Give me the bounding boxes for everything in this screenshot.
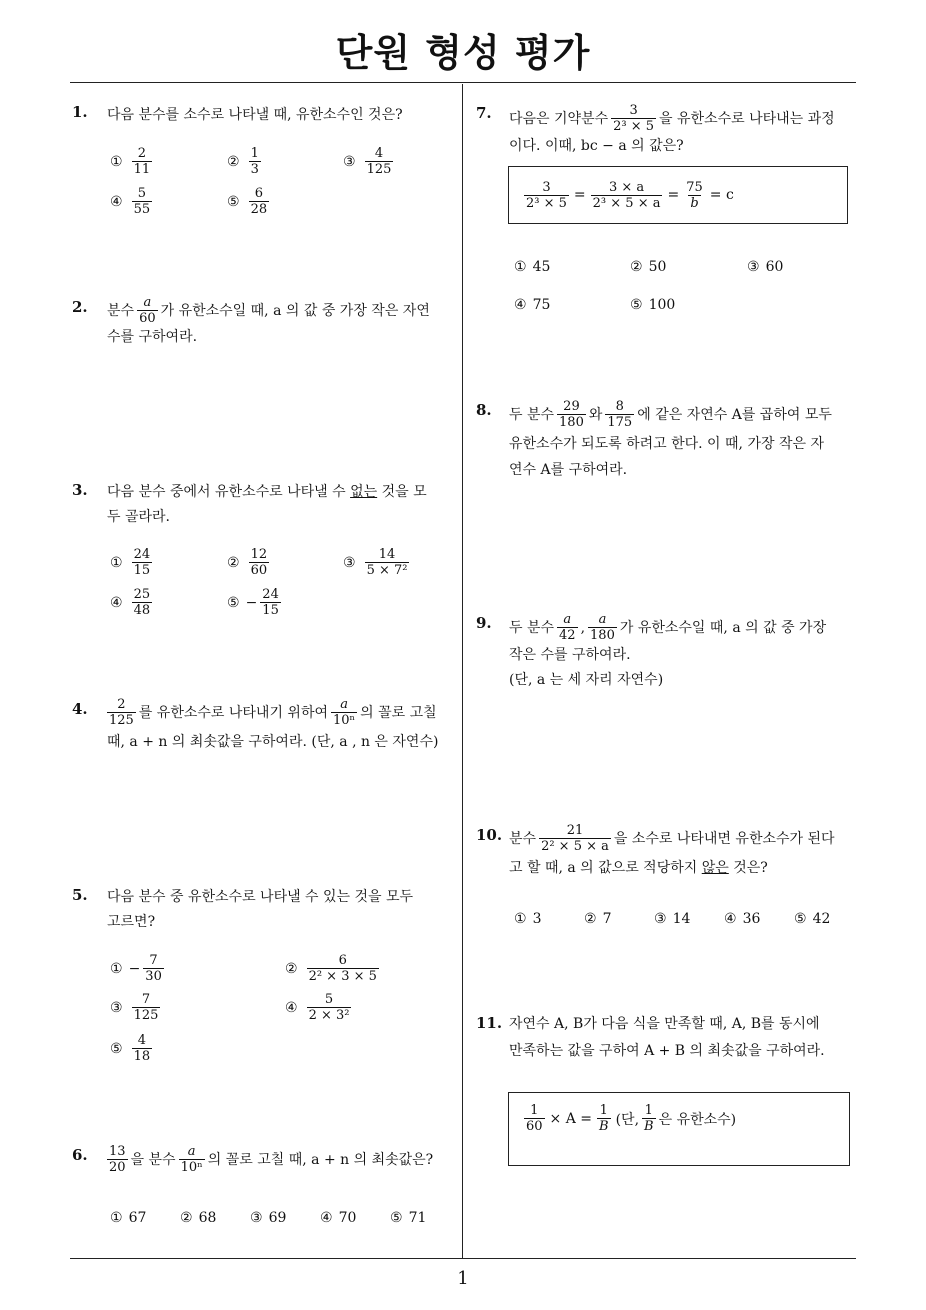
page-number: 1 <box>457 1268 469 1289</box>
question-text-line3: 연수 A를 구하여라. <box>509 462 628 478</box>
choice-3[interactable]: ③ 69 <box>250 1210 287 1226</box>
question-text-line2: 두 골라라. <box>107 509 170 525</box>
question-text: 다음 분수 중 유한소수로 나타낼 수 있는 것을 모두 <box>107 889 414 905</box>
choice-3[interactable]: ③ $\frac{7}{125}$ <box>110 992 159 1023</box>
question-text: 분수 $\frac{21}{\text{2² × 5 × a}}$ 을 소수로 나타내면 유한소수가 된다 <box>509 823 835 854</box>
choice-5[interactable]: ⑤ $\frac{6}{28}$ <box>227 186 268 217</box>
choice-4[interactable]: ④ $\frac{5}{55}$ <box>110 186 151 217</box>
choice-1[interactable]: ① − $\frac{7}{30}$ <box>110 953 162 984</box>
choice-1[interactable]: ① $\frac{24}{15}$ <box>110 547 151 578</box>
condition-box: $\frac{1}{60}$ × A = $\frac{1}{B}$ (단, $\frac{1}{B}$ 은 유한소수) <box>508 1092 850 1166</box>
choice-5[interactable]: ⑤ 100 <box>630 297 676 313</box>
choice-4[interactable]: ④ 36 <box>724 911 761 927</box>
choice-4[interactable]: ④ $\frac{5}{\text{2 × 3²}}$ <box>285 992 350 1023</box>
question-number: 10. <box>476 826 503 844</box>
choice-3[interactable]: ③ 14 <box>654 911 691 927</box>
question-text-line2: 유한소수가 되도록 하려고 한다. 이 때, 가장 작은 자 <box>509 436 824 452</box>
choice-3[interactable]: ③ 60 <box>747 259 784 275</box>
choice-4[interactable]: ④ 70 <box>320 1210 357 1226</box>
question-text: 두 분수 $\frac{29}{180}$ 와 $\frac{8}{175}$ 에 같은 자연수 A를 곱하여 모두 <box>509 399 832 430</box>
question-number: 6. <box>72 1146 88 1164</box>
question-text-line2: 작은 수를 구하여라. <box>509 647 631 663</box>
question-number: 7. <box>476 104 492 122</box>
choice-3[interactable]: ③ $\frac{14}{\text{5 × 7²}}$ <box>343 547 408 578</box>
question-number: 5. <box>72 886 88 904</box>
question-text-line2: 이다. 이때, bc − a 의 값은? <box>509 138 684 154</box>
question-text-line3: (단, a 는 세 자리 자연수) <box>509 672 664 688</box>
question-number: 2. <box>72 298 88 316</box>
choice-2[interactable]: ② 7 <box>584 911 612 927</box>
bottom-rule <box>70 1258 856 1259</box>
choice-2[interactable]: ② 50 <box>630 259 667 275</box>
choice-1[interactable]: ① 3 <box>514 911 542 927</box>
top-rule <box>70 82 856 83</box>
question-text-line2: 때, a + n 의 최솟값을 구하여라. (단, a , n 은 자연수) <box>107 734 439 750</box>
choice-4[interactable]: ④ $\frac{25}{48}$ <box>110 587 151 618</box>
question-text: 다음 분수 중에서 유한소수로 나타낼 수 없는 것을 모 <box>107 484 427 500</box>
choice-2[interactable]: ② $\frac{6}{\text{2² × 3 × 5}}$ <box>285 953 377 984</box>
question-text: 두 분수 $\frac{a}{42}$ , $\frac{a}{180}$ 가 유한소수일 때, a 의 값 중 가장 <box>509 612 827 643</box>
question-text: 다음은 기약분수 $\frac{3}{\text{2³ × 5}}$ 을 유한소수로 나타내는 과정 <box>509 103 835 134</box>
choice-2[interactable]: ② 68 <box>180 1210 217 1226</box>
question-text: 분수 $\frac{a}{60}$ 가 유한소수일 때, a 의 값 중 가장 작은 자연 <box>107 295 430 326</box>
choice-5[interactable]: ⑤ − $\frac{24}{15}$ <box>227 587 279 618</box>
question-text: $\frac{2}{125}$ 를 유한소수로 나타내기 위하여 $\frac{a}{\text{10ⁿ}}$ 의 꼴로 고칠 <box>109 697 437 728</box>
question-number: 11. <box>476 1014 503 1032</box>
question-number: 9. <box>476 614 492 632</box>
question-text: $\frac{13}{20}$ 을 분수 $\frac{a}{\text{10ⁿ}}$ 의 꼴로 고칠 때, a + n 의 최솟값은? <box>109 1144 434 1175</box>
choice-2[interactable]: ② $\frac{12}{60}$ <box>227 547 268 578</box>
question-text: 자연수 A, B가 다음 식을 만족할 때, A, B를 동시에 <box>509 1016 820 1032</box>
choice-5[interactable]: ⑤ $\frac{4}{18}$ <box>110 1033 151 1064</box>
question-text-line2: 수를 구하여라. <box>107 329 198 345</box>
question-text-line2: 만족하는 값을 구하여 A + B 의 최솟값을 구하여라. <box>509 1043 825 1059</box>
question-number: 3. <box>72 481 88 499</box>
question-text-line2: 고르면? <box>107 914 156 930</box>
question-number: 8. <box>476 401 492 419</box>
choice-1[interactable]: ① $\frac{2}{11}$ <box>110 146 151 177</box>
question-number: 1. <box>72 103 88 121</box>
question-text-line2: 고 할 때, a 의 값으로 적당하지 않은 것은? <box>509 860 768 876</box>
choice-5[interactable]: ⑤ 42 <box>794 911 831 927</box>
choice-3[interactable]: ③ $\frac{4}{125}$ <box>343 146 392 177</box>
question-number: 4. <box>72 700 88 718</box>
choice-2[interactable]: ② $\frac{1}{3}$ <box>227 146 259 177</box>
choice-4[interactable]: ④ 75 <box>514 297 551 313</box>
page-title: 단원 형성 평가 <box>335 31 591 75</box>
question-text: 다음 분수를 소수로 나타낼 때, 유한소수인 것은? <box>107 107 403 123</box>
column-divider <box>462 84 463 1259</box>
choice-1[interactable]: ① 67 <box>110 1210 147 1226</box>
equation-box: $\frac{3}{\text{2³ × 5}}$ = $\frac{3 \times a}{\text{2³ × 5 × a}}$ = $\frac{75}{b}$ = c <box>508 166 848 224</box>
choice-1[interactable]: ① 45 <box>514 259 551 275</box>
choice-5[interactable]: ⑤ 71 <box>390 1210 427 1226</box>
